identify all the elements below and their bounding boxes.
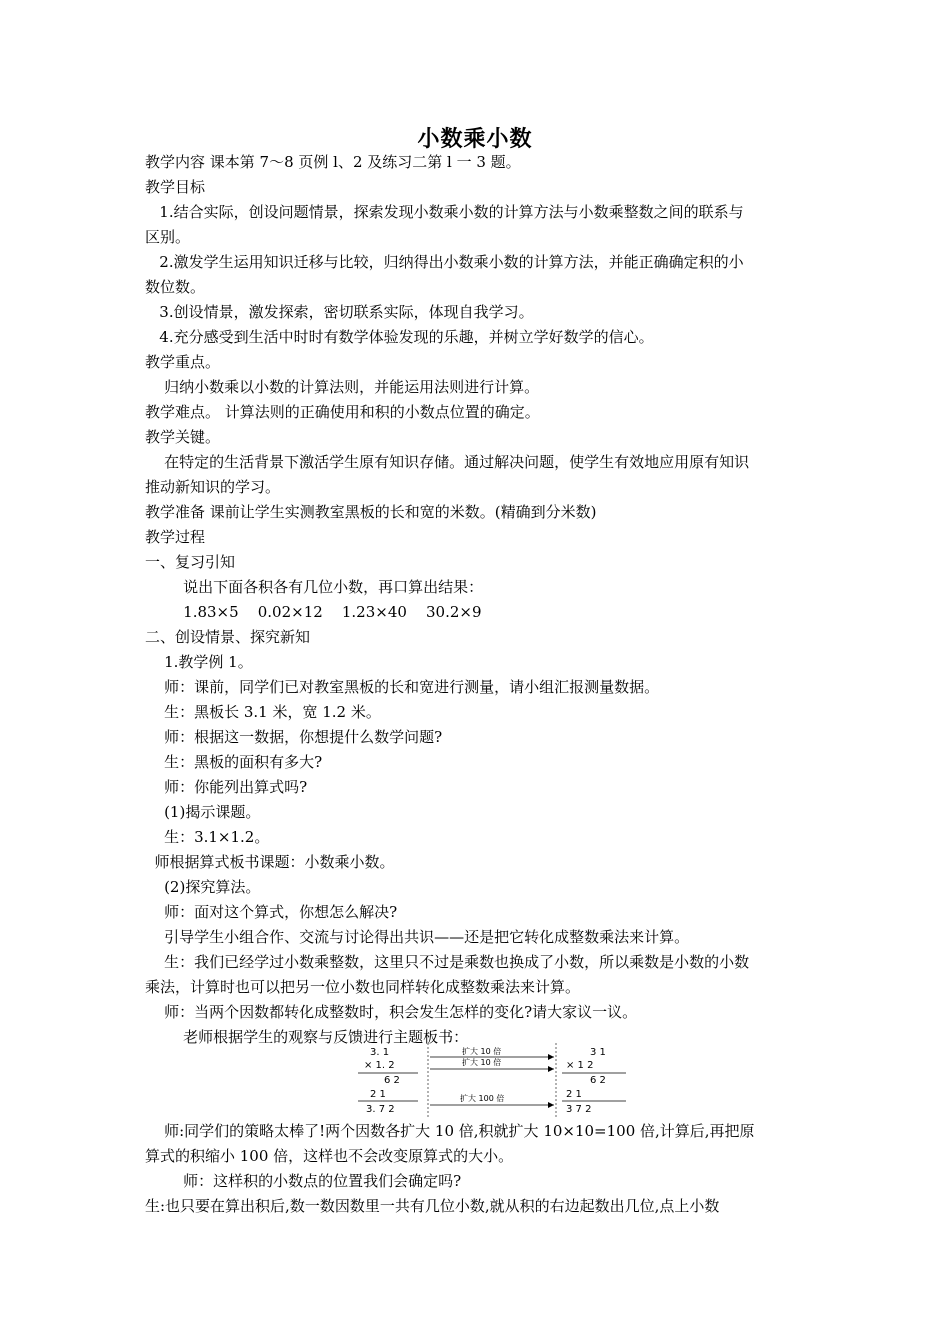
left-row-5: 3. 7 2	[366, 1104, 395, 1115]
text-line: 教学内容 课本第 7～8 页例 l、2 及练习二第 l 一 3 题。	[145, 153, 521, 171]
text-line: 生：我们已经学过小数乘整数，这里只不过是乘数也换成了小数，所以乘数是小数的小数	[145, 953, 750, 971]
text-line: 生：3.1×1.2。	[145, 828, 270, 846]
text-line: 师：当两个因数都转化成整数时，积会发生怎样的变化?请大家议一议。	[145, 1003, 638, 1021]
text-line: 师：你能列出算式吗?	[145, 778, 308, 796]
text-line: 归纳小数乘以小数的计算法则，并能运用法则进行计算。	[145, 378, 540, 396]
arrowhead-3	[548, 1102, 554, 1108]
right-row-5: 3 7 2	[566, 1104, 592, 1115]
text-line: 推动新知识的学习。	[145, 478, 281, 496]
text-line: 教学重点。	[145, 353, 221, 371]
text-line: 2.激发学生运用知识迁移与比较，归纳得出小数乘小数的计算方法，并能正确确定积的小	[145, 253, 744, 271]
text-line: 区别。	[145, 228, 191, 246]
text-line: 算式的积缩小 100 倍，这样也不会改变原算式的大小。	[145, 1147, 514, 1165]
text-line: 师：这样积的小数点的位置我们会确定吗?	[145, 1172, 462, 1190]
arrow-label-3: 扩大 100 倍	[460, 1094, 505, 1103]
arrow-label-1: 扩大 10 倍	[462, 1047, 502, 1056]
multiplication-diagram-svg	[358, 1043, 634, 1117]
text-line: 生：黑板的面积有多大?	[145, 753, 323, 771]
arrow-label-2: 扩大 10 倍	[462, 1058, 502, 1067]
text-line: 师：面对这个算式，你想怎么解决?	[145, 903, 398, 921]
right-row-3: 6 2	[590, 1075, 606, 1086]
text-line: 教学过程	[145, 528, 206, 546]
left-row-4: 2 1	[370, 1089, 386, 1100]
text-line: 1.83×5 0.02×12 1.23×40 30.2×9	[145, 603, 482, 621]
arrowhead-2	[548, 1066, 554, 1072]
left-row-3: 6 2	[384, 1075, 400, 1086]
text-line: 二、创设情景、探究新知	[145, 628, 311, 646]
text-line: 说出下面各积各有几位小数，再口算出结果：	[145, 578, 484, 596]
arrowhead-1	[548, 1054, 554, 1060]
page-title: 小数乘小数	[417, 126, 533, 152]
text-line: 师:同学们的策略太棒了!两个因数各扩大 10 倍,积就扩大 10×10=100 倍,计算后,再把原	[145, 1122, 755, 1140]
text-line: 教学关键。	[145, 428, 221, 446]
text-line: 引导学生小组合作、交流与讨论得出共识——还是把它转化成整数乘法来计算。	[145, 928, 690, 946]
text-line: 生：黑板长 3.1 米，宽 1.2 米。	[145, 703, 381, 721]
text-line: 教学目标	[145, 178, 206, 196]
text-line: 教学难点。 计算法则的正确使用和积的小数点位置的确定。	[145, 403, 540, 421]
text-line: 师：根据这一数据，你想提什么数学问题?	[145, 728, 443, 746]
text-line: 4.充分感受到生活中时时有数学体验发现的乐趣，并树立学好数学的信心。	[145, 328, 654, 346]
left-row-1: 3. 1	[370, 1047, 390, 1058]
right-row-1: 3 1	[590, 1047, 606, 1058]
text-line: 师：课前，同学们已对教室黑板的长和宽进行测量，请小组汇报测量数据。	[145, 678, 660, 696]
text-line: 1.结合实际，创设问题情景，探索发现小数乘小数的计算方法与小数乘整数之间的联系与	[145, 203, 744, 221]
text-line: (2)探究算法。	[145, 878, 261, 896]
text-line: 乘法，计算时也可以把另一位小数也同样转化成整数乘法来计算。	[145, 978, 581, 996]
multiplication-diagram	[358, 1043, 634, 1117]
text-line: 生:也只要在算出积后,数一数因数里一共有几位小数,就从积的右边起数出几位,点上小数	[145, 1197, 720, 1215]
left-row-2: × 1. 2	[364, 1060, 395, 1071]
text-line: 师根据算式板书课题：小数乘小数。	[145, 853, 395, 871]
right-row-2: × 1 2	[566, 1060, 594, 1071]
right-row-4: 2 1	[566, 1089, 582, 1100]
text-line: 老师根据学生的观察与反馈进行主题板书：	[145, 1028, 469, 1046]
text-line: 教学准备 课前让学生实测教室黑板的长和宽的米数。(精确到分米数)	[145, 503, 597, 521]
text-line: 1.教学例 1。	[145, 653, 253, 671]
text-line: 数位数。	[145, 278, 206, 296]
text-line: 一、复习引知	[145, 553, 236, 571]
text-line: 在特定的生活背景下激活学生原有知识存储。通过解决问题，使学生有效地应用原有知识	[145, 453, 750, 471]
text-line: (1)揭示课题。	[145, 803, 261, 821]
text-line: 3.创设情景，激发探索，密切联系实际，体现自我学习。	[145, 303, 534, 321]
